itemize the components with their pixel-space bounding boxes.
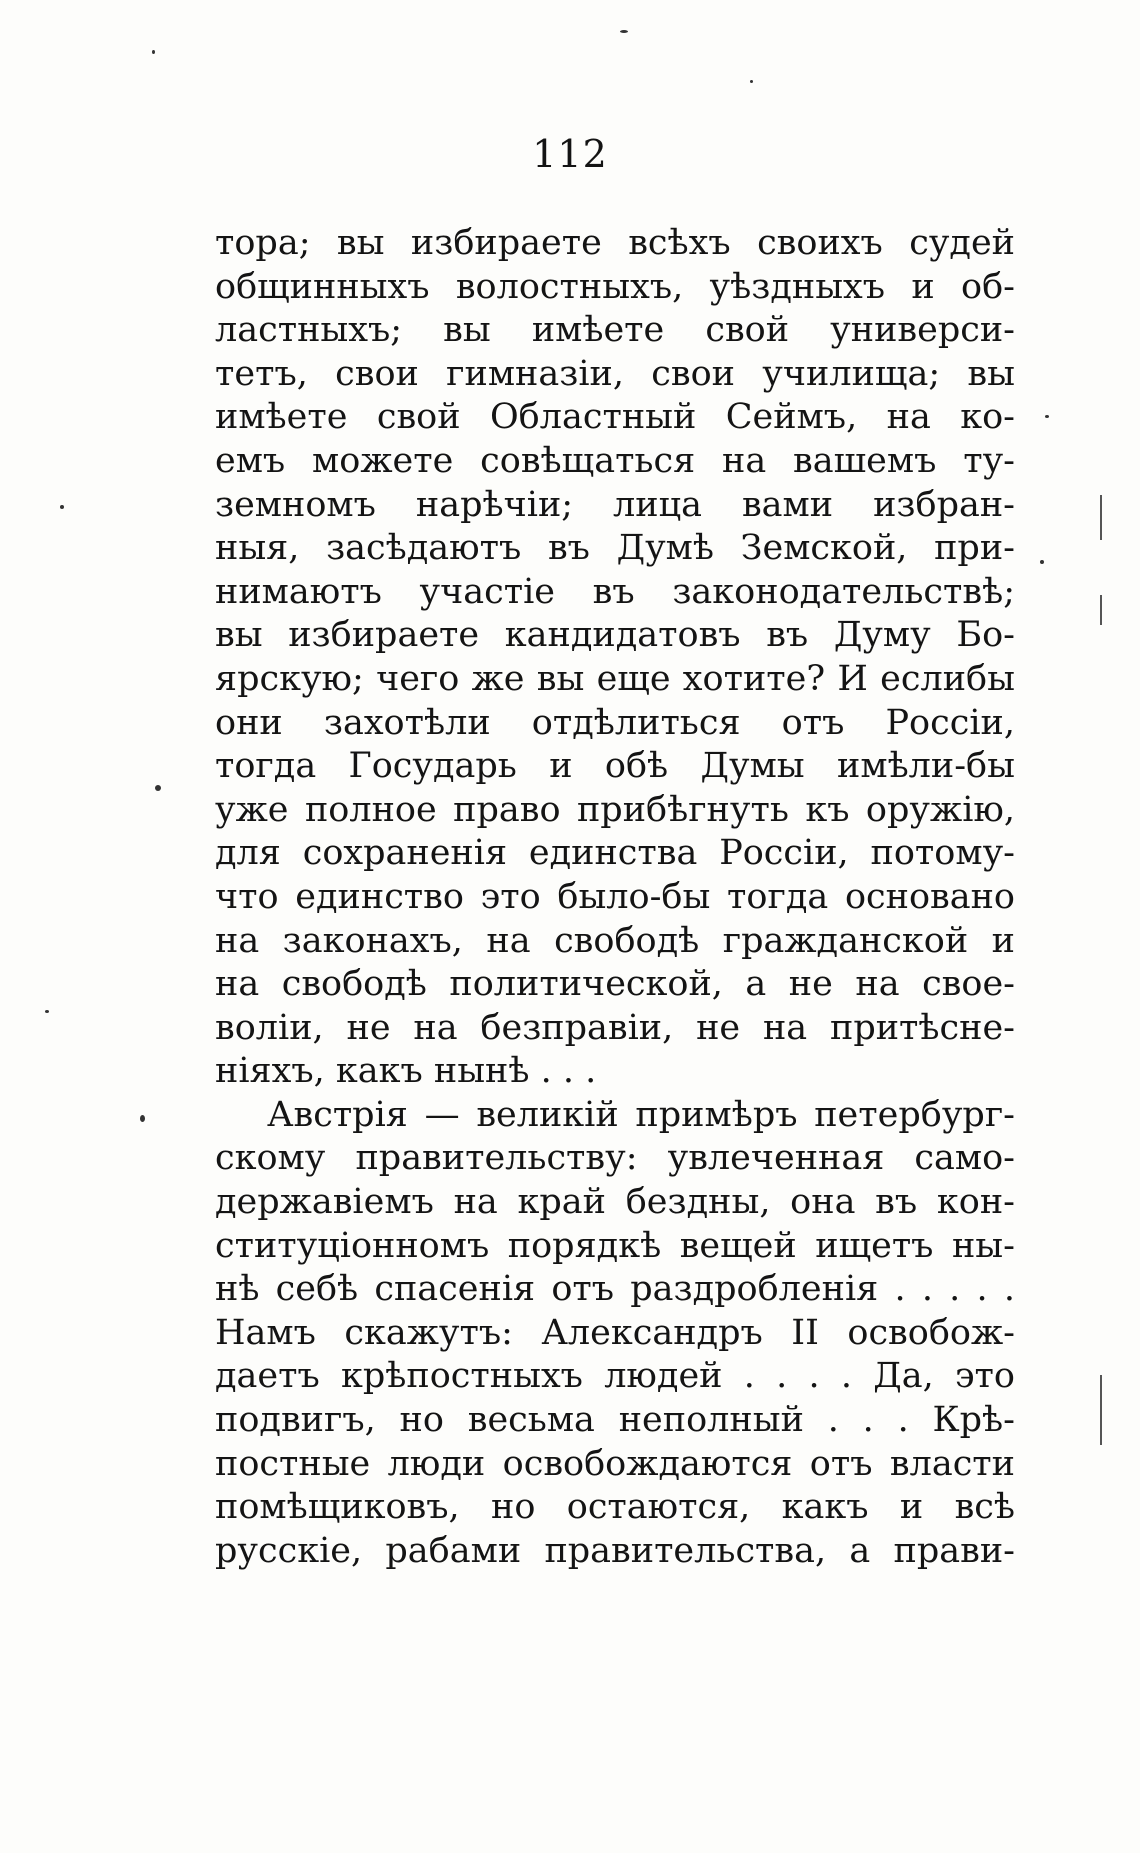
- text-line: вы избираете кандидатовъ въ Думу Бо-: [215, 615, 1015, 656]
- scan-speck: [620, 30, 628, 33]
- text-line: помѣщиковъ, но остаются, какъ и всѣ: [215, 1487, 1015, 1528]
- text-line: для сохраненія единства Россіи, потому-: [215, 833, 1015, 874]
- text-line: они захотѣли отдѣлиться отъ Россіи,: [215, 702, 1015, 743]
- scan-speck: [152, 50, 155, 54]
- text-line: емъ можете совѣщаться на вашемъ ту-: [215, 440, 1015, 481]
- scan-speck: [140, 1115, 145, 1122]
- text-line: на законахъ, на свободѣ гражданской и: [215, 920, 1015, 961]
- page-number: 112: [532, 132, 608, 176]
- margin-mark: [1100, 595, 1102, 625]
- margin-mark: [1100, 495, 1102, 540]
- text-line: ныя, засѣдаютъ въ Думѣ Земской, при-: [215, 528, 1015, 569]
- text-line: земномъ нарѣчіи; лица вами избран-: [215, 484, 1015, 525]
- text-line: даетъ крѣпостныхъ людей . . . . Да, это: [215, 1356, 1015, 1397]
- margin-mark: [1100, 1375, 1102, 1445]
- text-line: тетъ, свои гимназіи, свои училища; вы: [215, 353, 1015, 394]
- scan-speck: [60, 505, 64, 509]
- text-line: постные люди освобождаются отъ власти: [215, 1443, 1015, 1484]
- text-line: имѣете свой Областный Сеймъ, на ко-: [215, 397, 1015, 438]
- scan-speck: [750, 80, 753, 83]
- text-line: тогда Государь и обѣ Думы имѣли-бы: [215, 746, 1015, 787]
- text-line: что единство это было-бы тогда основано: [215, 876, 1015, 917]
- text-line: скому правительству: увлеченная само-: [215, 1138, 1015, 1179]
- text-line: державіемъ на край бездны, она въ кон-: [215, 1182, 1015, 1223]
- scan-speck: [1040, 560, 1044, 564]
- text-line: Намъ скажутъ: Александръ II освобож-: [215, 1312, 1015, 1353]
- text-line: ституціонномъ порядкѣ вещей ищетъ ны-: [215, 1225, 1015, 1266]
- scan-speck: [1045, 415, 1049, 418]
- body-text: [215, 222, 1015, 1573]
- text-line: ярскую; чего же вы еще хотите? И еслибы: [215, 658, 1015, 699]
- paragraph-end-line: ніяхъ, какъ нынѣ . . .: [215, 1051, 597, 1092]
- text-line: общинныхъ волостныхъ, уѣздныхъ и об-: [215, 266, 1015, 307]
- text-line: ластныхъ; вы имѣете свой универси-: [215, 310, 1015, 351]
- text-line: русскіе, рабами правительства, а прави-: [215, 1530, 1015, 1571]
- scan-speck: [45, 1010, 49, 1013]
- text-line: нимаютъ участіе въ законодательствѣ;: [215, 571, 1015, 612]
- scan-speck: [155, 785, 161, 791]
- paragraph-start-line: Австрія — великій примѣръ петербург-: [267, 1094, 1015, 1135]
- text-line: на свободѣ политической, а не на свое-: [215, 964, 1015, 1005]
- text-line: нѣ себѣ спасенія отъ раздробленія . . . . .: [215, 1269, 1015, 1310]
- text-line: тора; вы избираете всѣхъ своихъ судей: [215, 223, 1015, 263]
- text-line: воліи, не на безправіи, не на притѣсне-: [215, 1007, 1015, 1048]
- text-line: уже полное право прибѣгнуть къ оружію,: [215, 789, 1015, 830]
- text-line: подвигъ, но весьма неполный . . . Крѣ-: [215, 1400, 1015, 1441]
